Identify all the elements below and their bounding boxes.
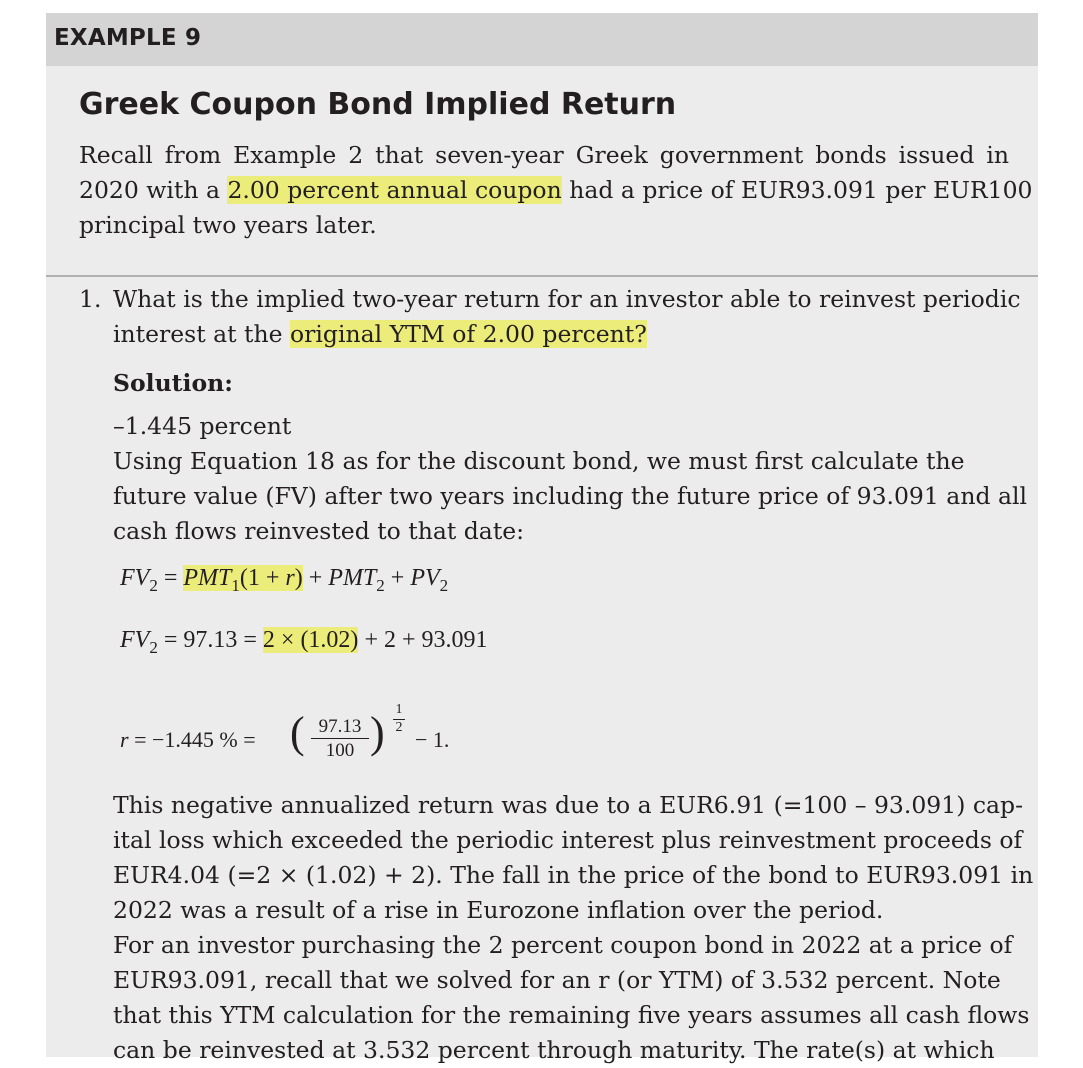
highlight: 2.00 percent annual coupon: [227, 176, 562, 204]
paragraph-line: that this YTM calculation for the remaining five years assumes all cash flows: [113, 1001, 1030, 1029]
paragraph-line: Using Equation 18 as for the discount bond, we must first calculate the: [113, 447, 965, 475]
paragraph-line: 2022 was a result of a rise in Eurozone inflation over the period.: [113, 896, 884, 924]
question-text: [113, 282, 1021, 352]
question-line: What is the implied two-year return for an investor able to reinvest periodic: [113, 285, 1021, 313]
section-divider: [46, 275, 1038, 277]
paragraph-line: future value (FV) after two years including the future price of 93.091 and all: [113, 482, 1028, 510]
solution-paragraph: [113, 444, 1028, 549]
paragraph-line: For an investor purchasing the 2 percent coupon bond in 2022 at a price of: [113, 931, 1013, 959]
highlight: $PMT_1(1 + r)$: [183, 565, 303, 595]
paragraph-line: This negative annualized return was due to a EUR6.91 (=100 – 93.091) cap-: [113, 791, 1024, 819]
example-title: Greek Coupon Bond Implied Return: [79, 87, 677, 122]
equation-return: [120, 702, 580, 775]
paragraph-line: EUR4.04 (=2 × (1.02) + 2). The fall in the price of the bond to EUR93.091 in: [113, 861, 1034, 889]
example-header: [46, 13, 1038, 66]
paragraph-line: ital loss which exceeded the periodic interest plus reinvestment proceeds of: [113, 826, 1023, 854]
intro-line: Recall from Example 2 that seven-year Greek government bonds issued in: [79, 141, 1009, 169]
right-paren: ): [370, 708, 385, 757]
intro-line: 2020 with a 2.00 percent annual coupon had a price of EUR93.091 per EUR100: [79, 176, 1033, 204]
intro-line: principal two years later.: [79, 211, 377, 239]
example-label: EXAMPLE 9: [54, 25, 202, 51]
paragraph-line: cash flows reinvested to that date:: [113, 517, 525, 545]
highlight: original YTM of 2.00 percent?: [290, 320, 647, 348]
equation-tail: − 1.: [415, 727, 450, 752]
exponent-numerator: 1: [395, 702, 403, 717]
paragraph-line: can be reinvested at 3.532 percent through maturity. The rate(s) at which: [113, 1036, 995, 1064]
equation-fv-numeric: $FV_2 = 97.13 = 2 \times (1.02) + 2 + 93.091$: [120, 627, 488, 657]
left-paren: (: [290, 708, 305, 757]
question-line: interest at the original YTM of 2.00 percent?: [113, 320, 647, 348]
paragraph-line: EUR93.091, recall that we solved for an r (or YTM) of 3.532 percent. Note: [113, 966, 1001, 994]
example-box: [46, 13, 1038, 1064]
exponent-denominator: 2: [395, 720, 403, 735]
solution-heading: Solution:: [113, 369, 233, 397]
solution-answer: –1.445 percent: [113, 412, 292, 440]
fraction-bar: [311, 738, 369, 739]
highlight: 2 × (1.02): [262, 627, 359, 653]
fraction-denominator: 100: [325, 740, 355, 761]
question-number: 1.: [79, 285, 102, 313]
equation-lhs: r = −1.445 % =: [120, 727, 256, 752]
solution-paragraph: [113, 788, 1034, 1068]
intro-paragraph: [79, 138, 1033, 243]
fraction-numerator: 97.13: [318, 716, 362, 737]
equation-fv-general: $FV_2 = PMT_1(1 + r) + PMT_2 + PV_2$: [120, 565, 449, 595]
